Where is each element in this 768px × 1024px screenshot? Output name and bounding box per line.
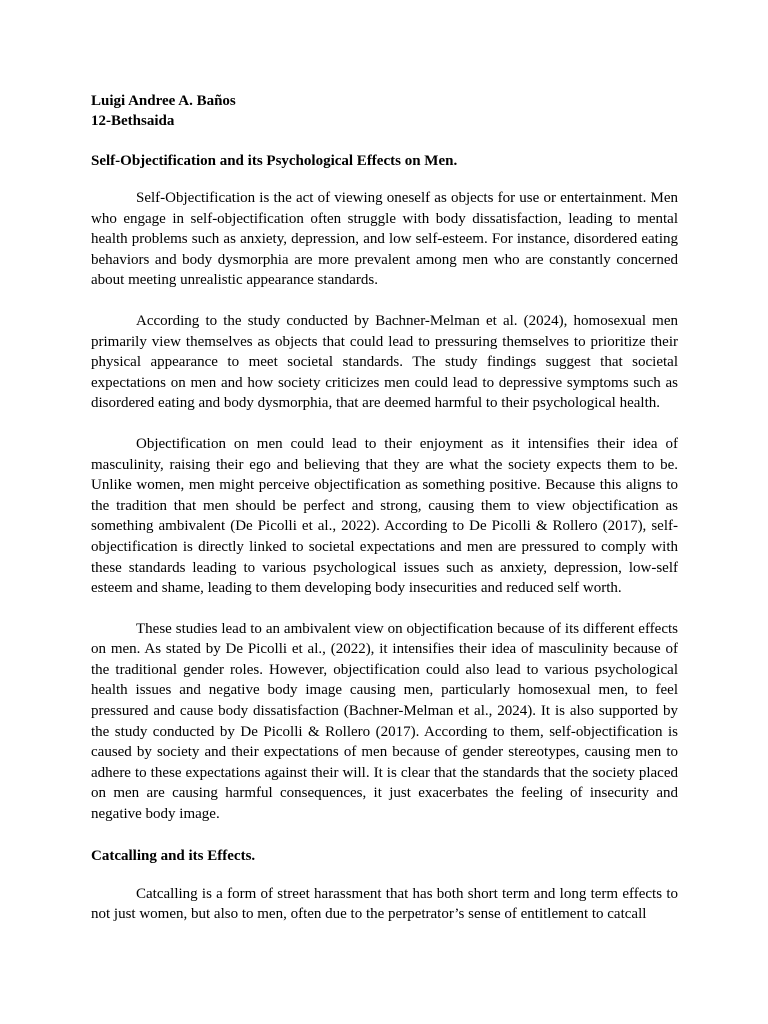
section-title-catcalling: Catcalling and its Effects.	[91, 847, 256, 864]
document-page	[91, 91, 678, 925]
paragraph: According to the study conducted by Bachner-Melman et al. (2024), homosexual men primarily view themselves as objects that could lead to pressuring themselves to prioritize their physical appearance to meet societal standards. The study findings suggest that societal expectations on men and how society criticizes men could lead to depressive symptoms such as disordered eating and body dysmorphia, that are deemed harmful to their psychological health.	[91, 312, 678, 412]
paragraph: These studies lead to an ambivalent view on objectification because of its different effects on men. As stated by De Picolli et al., (2022), it intensifies their idea of masculinity because of the traditional gender roles. However, objectification could also lead to various psychological health issues and negative body image causing men, particularly homosexual men, to feel pressured and cause body dissatisfaction (Bachner-Melman et al., 2024). It is also supported by the study conducted by De Picolli & Rollero (2017). According to them, self-objectification is caused by society and their expectations of men because of gender stereotypes, causing men to adhere to these expectations against their will. It is clear that the standards that the society placed on men are causing harmful consequences, it just exacerbates the feeling of insecurity and negative body image.	[91, 620, 678, 823]
paragraph: Objectification on men could lead to their enjoyment as it intensifies their idea of masculinity, raising their ego and believing that they are what the society expects them to be. Unlike women, men might perceive objectification as something positive. Because this aligns to the tradition that men should be perfect and strong, causing them to view objectification as something ambivalent (De Picolli et al., 2022). According to De Picolli & Rollero (2017), self-objectification is directly linked to societal expectations and men are pressured to comply with these standards leading to various psychological issues such as anxiety, depression, low-self esteem and shame, leading to them developing body insecurities and reduced self worth.	[91, 435, 678, 597]
paragraph: Catcalling is a form of street harassment that has both short term and long term effects to not just women, but also to men, often due to the perpetrator’s sense of entitlement to catcall	[91, 885, 678, 923]
section-title-self-objectification: Self-Objectification and its Psychological Effects on Men.	[91, 153, 458, 169]
author-name: Luigi Andree A. Baños	[91, 93, 236, 109]
paragraph: Self-Objectification is the act of viewing oneself as objects for use or entertainment. Men who engage in self-objectification often struggle with body dissatisfaction, leading to mental health problems such as anxiety, depression, and low self-esteem. For instance, disordered eating behaviors and body dysmorphia are more prevalent among men who are constantly concerned about meeting unrealistic appearance standards.	[91, 190, 678, 289]
class-section: 12-Bethsaida	[91, 113, 175, 129]
